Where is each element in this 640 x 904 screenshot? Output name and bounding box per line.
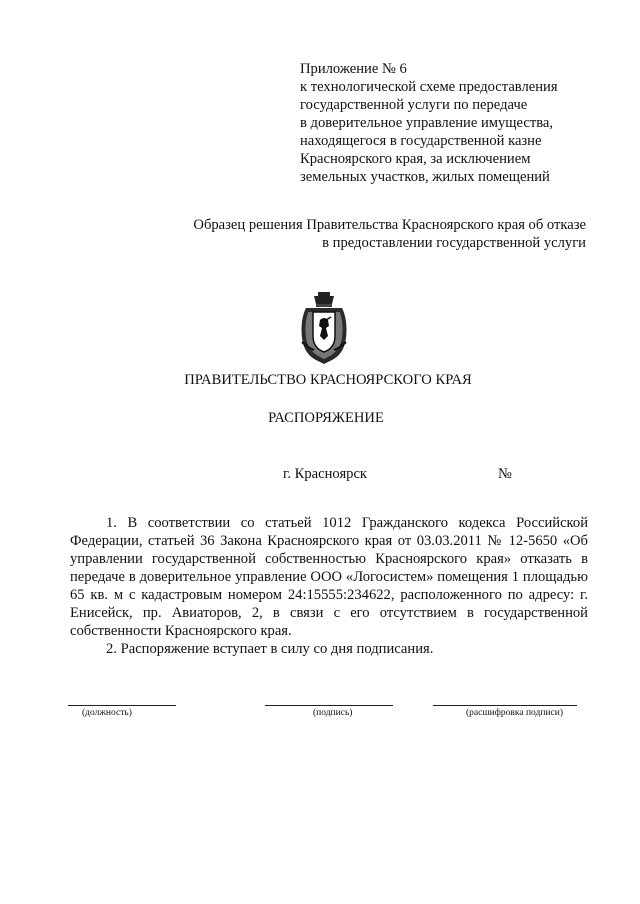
- appendix-line: Красноярского края, за исключением: [300, 151, 531, 167]
- sample-title-line1: Образец решения Правительства Красноярского края об отказе: [193, 217, 586, 233]
- coat-of-arms-icon: [296, 290, 352, 366]
- signature-line-decoding: [433, 705, 577, 706]
- caption-signature: (подпись): [313, 708, 353, 718]
- caption-decoding: (расшифровка подписи): [466, 708, 563, 718]
- signature-line-position: [68, 705, 176, 706]
- appendix-line: находящегося в государственной казне: [300, 133, 542, 149]
- appendix-line: государственной услуги по передаче: [300, 97, 528, 113]
- body-paragraph-1: 1. В соответствии со статьей 1012 Гражданского кодекса Российской Федерации, статьей 36 Закона Красноярского края от 03.03.2011 № 12-5650 «Об управлении государственной собственностью Красноярского края» отказать в передаче в доверительное управление ООО «Логосистем» помещения 1 площадью 65 кв. м с кадастровым номером 24:15555:234622, расположенного по адресу: г. Енисейск, пр. Авиаторов, 2, в связи с его отсутствием в государственной собственности Красноярского края.: [70, 515, 588, 639]
- document-body: [70, 514, 588, 658]
- sample-title: [193, 216, 586, 252]
- body-paragraph-2: 2. Распоряжение вступает в силу со дня подписания.: [106, 641, 434, 657]
- government-name: ПРАВИТЕЛЬСТВО КРАСНОЯРСКОГО КРАЯ: [184, 372, 472, 388]
- appendix-block: [300, 60, 600, 186]
- appendix-line: Приложение № 6: [300, 61, 407, 77]
- sample-title-line2: в предоставлении государственной услуги: [322, 235, 586, 251]
- appendix-line: к технологической схеме предоставления: [300, 79, 558, 95]
- document-type: РАСПОРЯЖЕНИЕ: [268, 410, 384, 426]
- caption-position: (должность): [82, 708, 132, 718]
- appendix-line: земельных участков, жилых помещений: [300, 169, 550, 185]
- signature-line-signature: [265, 705, 393, 706]
- number-sign: №: [498, 466, 512, 482]
- city: г. Красноярск: [283, 466, 368, 482]
- appendix-line: в доверительное управление имущества,: [300, 115, 554, 131]
